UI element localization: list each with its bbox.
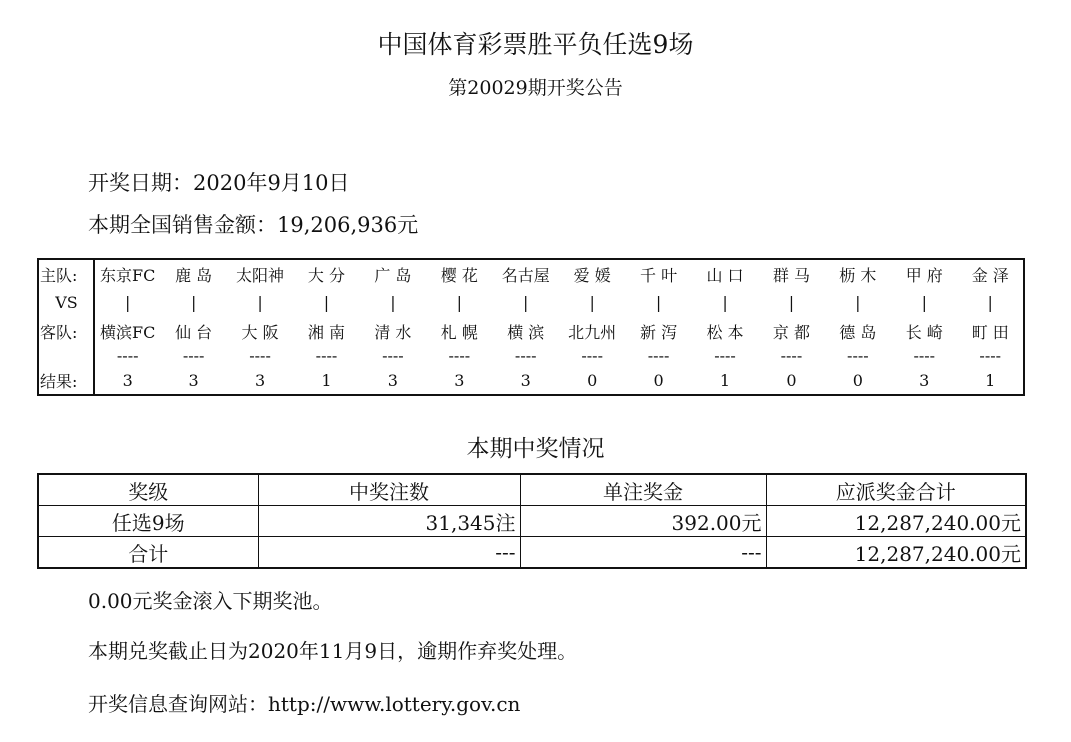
home-row	[38, 259, 1024, 289]
dash-mark: ----	[116, 346, 139, 366]
home-team: 甲 府	[905, 265, 943, 285]
dash-mark: ----	[780, 346, 803, 366]
prize-level: 任选9场	[38, 506, 258, 537]
column-header: 奖级	[38, 474, 258, 506]
away-team: 京 都	[772, 322, 810, 342]
match-result: 1	[321, 370, 332, 390]
away-team: 横 滨	[507, 322, 545, 342]
away-team: 清 水	[374, 322, 412, 342]
column-header: 应派奖金合计	[766, 474, 1026, 506]
vs-mark: |	[589, 293, 595, 313]
away-row	[38, 317, 1024, 346]
match-result: 1	[719, 370, 731, 390]
home-team: 大 分	[307, 265, 346, 285]
vs-mark: |	[390, 293, 396, 313]
dash-label	[38, 346, 94, 366]
dash-row	[38, 346, 1024, 366]
away-team: 松 本	[706, 322, 744, 342]
away-team: 町 田	[971, 322, 1009, 342]
result-row	[38, 366, 1024, 396]
dash-mark: ----	[182, 346, 205, 366]
sales-amount: 本期全国销售金额：19,206,936元	[88, 213, 419, 237]
home-team: 爱 媛	[573, 265, 611, 285]
match-result: 0	[786, 370, 797, 390]
match-result: 3	[520, 370, 531, 390]
winner-count: ---	[258, 537, 520, 569]
prize-header-row	[38, 474, 1026, 506]
match-result: 3	[454, 370, 465, 390]
vs-mark: |	[323, 293, 330, 313]
dash-mark: ----	[913, 346, 936, 366]
prize-per-ticket: ---	[520, 537, 766, 569]
away-team: 湘 南	[307, 322, 346, 342]
vs-label: VS	[38, 289, 94, 318]
total-label: 合计	[38, 537, 258, 569]
prize-table	[37, 473, 1027, 569]
match-result: 3	[188, 370, 199, 390]
home-label: 主队:	[38, 259, 94, 289]
match-result: 0	[587, 370, 598, 390]
away-team: 长 崎	[905, 322, 943, 342]
dash-mark: ----	[514, 346, 537, 366]
away-team: 北九州	[568, 322, 617, 342]
winner-count: 31,345注	[258, 506, 520, 537]
vs-mark: |	[523, 293, 529, 313]
home-team: 广 岛	[374, 265, 412, 285]
vs-mark: |	[921, 293, 927, 313]
dash-mark: ----	[847, 346, 869, 366]
prize-total: 12,287,240.00元	[766, 506, 1026, 537]
draw-date: 开奖日期：2020年9月10日	[88, 171, 350, 195]
match-result: 0	[653, 370, 664, 390]
dash-mark: ----	[249, 346, 271, 366]
vs-mark: |	[257, 293, 263, 313]
away-team: 德 岛	[839, 322, 877, 342]
match-table	[37, 258, 1025, 396]
prize-total-row	[38, 537, 1026, 569]
vs-mark: |	[456, 293, 463, 313]
dash-mark: ----	[647, 346, 670, 366]
match-result: 3	[919, 370, 930, 390]
home-team: 樱 花	[440, 265, 478, 285]
vs-mark: |	[190, 293, 197, 313]
home-team: 山 口	[706, 265, 744, 285]
away-team: 大 阪	[241, 322, 279, 342]
prize-total: 12,287,240.00元	[766, 537, 1026, 569]
match-result: 3	[387, 370, 398, 390]
dash-mark: ----	[382, 346, 404, 366]
vs-mark: |	[722, 293, 728, 313]
prize-row	[38, 506, 1026, 537]
page-title: 中国体育彩票胜平负任选9场	[377, 30, 694, 59]
home-team: 太阳神	[236, 265, 285, 285]
column-header: 中奖注数	[258, 474, 520, 506]
home-team: 东京FC	[100, 265, 156, 285]
away-team: 新 泻	[640, 322, 678, 342]
dash-mark: ----	[315, 346, 338, 366]
dash-mark: ----	[979, 346, 1002, 366]
issue-subtitle: 第20029期开奖公告	[448, 77, 623, 99]
vs-mark: |	[125, 293, 131, 313]
match-result: 1	[985, 370, 996, 390]
vs-mark: |	[987, 293, 993, 313]
away-team: 横滨FC	[100, 322, 156, 342]
website-note: 开奖信息查询网站：http://www.lottery.gov.cn	[88, 692, 521, 716]
home-team: 金 泽	[971, 265, 1009, 285]
away-label: 客队:	[38, 317, 94, 346]
away-team: 札 幌	[440, 322, 478, 342]
home-team: 千 叶	[640, 265, 678, 285]
home-team: 名古屋	[501, 265, 550, 285]
vs-mark: |	[655, 293, 662, 313]
vs-row	[38, 289, 1024, 318]
dash-mark: ----	[581, 346, 603, 366]
dash-mark: ----	[714, 346, 736, 366]
home-team: 枥 木	[839, 265, 877, 285]
dash-mark: ----	[448, 346, 471, 366]
match-result: 3	[122, 370, 133, 390]
home-team: 群 马	[772, 265, 810, 285]
result-label: 结果:	[38, 366, 94, 396]
column-header: 单注奖金	[520, 474, 766, 506]
rollover-note: 0.00元奖金滚入下期奖池。	[88, 589, 333, 613]
deadline-note: 本期兑奖截止日为2020年11月9日，逾期作弃奖处理。	[88, 639, 578, 663]
vs-mark: |	[855, 293, 861, 313]
match-result: 3	[254, 370, 266, 390]
prize-per-ticket: 392.00元	[520, 506, 766, 537]
home-team: 鹿 岛	[175, 265, 213, 285]
prize-section-title: 本期中奖情况	[466, 436, 605, 462]
away-team: 仙 台	[175, 322, 213, 342]
match-result: 0	[852, 370, 863, 390]
vs-mark: |	[788, 293, 795, 313]
